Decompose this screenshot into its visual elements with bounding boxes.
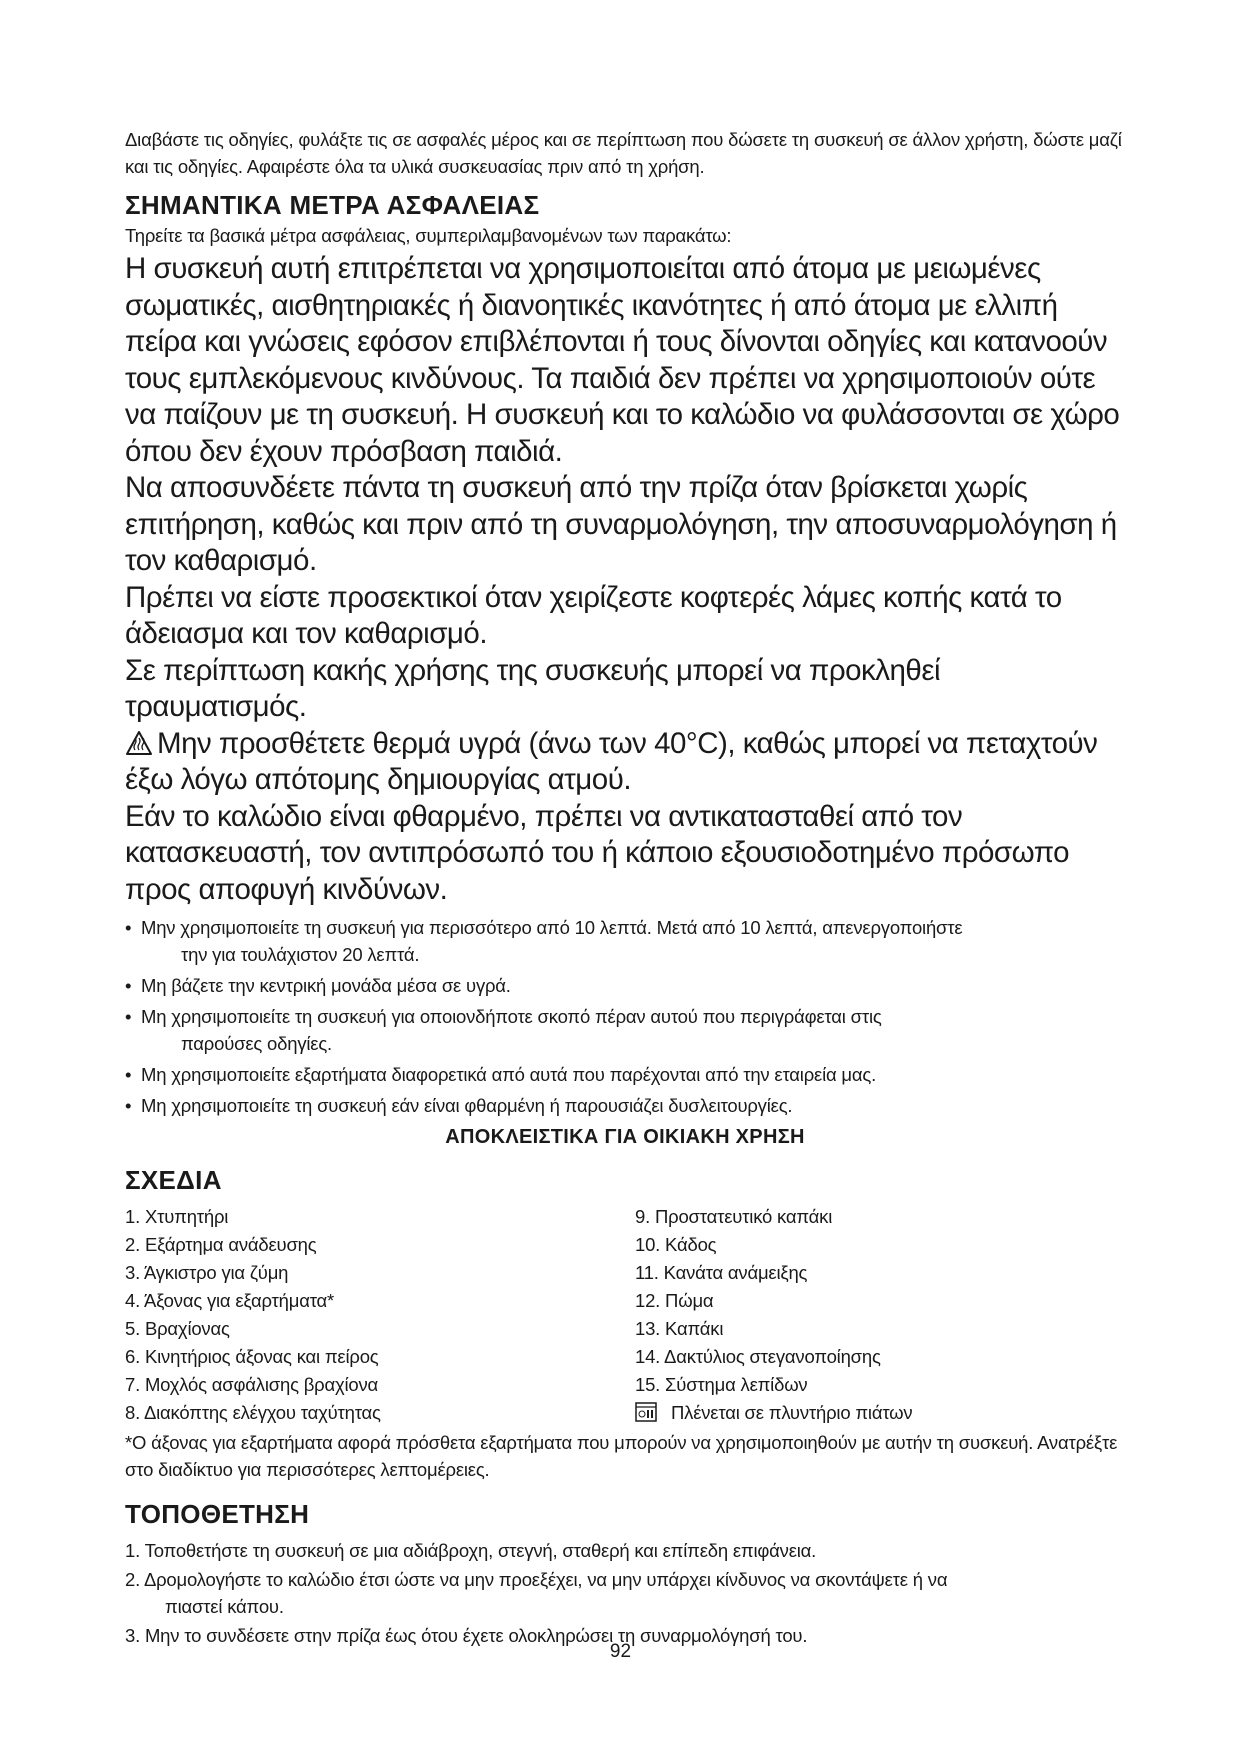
dishwasher-safe-text: Πλένεται σε πλυντήριο πιάτων [671,1402,913,1423]
hot-liquid-warning [125,726,1125,799]
list-item: • Μη χρησιμοποιείτε τη συσκευή για οποιονδήποτε σκοπό πέραν αυτού που περιγράφεται στις παρούσες οδηγίες. [125,1003,1125,1057]
safety-heading: ΣΗΜΑΝΤΙΚΑ ΜΕΤΡΑ ΑΣΦΑΛΕΙΑΣ [125,190,540,220]
parts-column-right [635,1203,1125,1427]
list-item: • Μην χρησιμοποιείτε τη συσκευή για περισσότερο από 10 λεπτά. Μετά από 10 λεπτά, απενεργοποιήστε την για τουλάχιστον 20 λεπτά. [125,914,1125,968]
list-item: • Μη χρησιμοποιείτε εξαρτήματα διαφορετικά από αυτά που παρέχονται από την εταιρεία μας. [125,1064,877,1085]
list-item: 6. Κινητήριος άξονας και πείρος [125,1346,379,1367]
parts-list [125,1203,1125,1427]
bullet-text: Μη χρησιμοποιείτε τη συσκευή για οποιονδήποτε σκοπό πέραν αυτού που περιγράφεται στις [141,1006,882,1027]
bullet-text: Μη χρησιμοποιείτε τη συσκευή εάν είναι φθαρμένη ή παρουσιάζει δυσλειτουργίες. [141,1095,793,1116]
household-use-notice: ΑΠΟΚΛΕΙΣΤΙΚΑ ΓΙΑ ΟΙΚΙΑΚΗ ΧΡΗΣΗ [445,1126,805,1148]
list-item: • Μη βάζετε την κεντρική μονάδα μέσα σε υγρά. [125,975,511,996]
list-item: 3. Άγκιστρο για ζύμη [125,1262,289,1283]
list-item: 7. Μοχλός ασφάλισης βραχίονα [125,1374,379,1395]
parts-column-left [125,1203,635,1427]
document-page [125,126,1125,1651]
safety-paragraph: Να αποσυνδέετε πάντα τη συσκευή από την πρίζα όταν βρίσκεται χωρίς επιτήρηση, καθώς και πριν από τη συναρμολόγηση, την αποσυναρμολόγηση ή τον καθαρισμό. [125,471,1117,577]
list-item: 11. Κανάτα ανάμειξης [635,1262,808,1283]
page-number: 92 [609,1641,632,1662]
list-item: 4. Άξονας για εξαρτήματα* [125,1290,335,1311]
safety-subheading: Τηρείτε τα βασικά μέτρα ασφάλειας, συμπεριλαμβανομένων των παρακάτω: [125,225,732,246]
list-item: 15. Σύστημα λεπίδων [635,1374,808,1395]
hot-liquid-warning-icon [125,730,153,756]
list-item: 1. Χτυπητήρι [125,1206,229,1227]
bullet-text-continued: την για τουλάχιστον 20 λεπτά. [181,944,420,965]
design-heading: ΣΧΕΔΙΑ [125,1165,222,1195]
safety-paragraph: Πρέπει να είστε προσεκτικοί όταν χειρίζεστε κοφτερές λάμες κοπής κατά το άδειασμα και τον καθαρισμό. [125,580,1062,650]
list-item: 10. Κάδος [635,1234,717,1255]
intro-text: Διαβάστε τις οδηγίες, φυλάξτε τις σε ασφαλές μέρος και σε περίπτωση που δώσετε τη συσκευή σε άλλον χρήστη, δώστε μαζί και τις οδηγίες. Αφαιρέστε όλα τα υλικά συσκευασίας πριν από τη χρήση. [125,129,1122,177]
list-item: 2. Εξάρτημα ανάδευσης [125,1234,317,1255]
bullet-text: Μη βάζετε την κεντρική μονάδα μέσα σε υγρά. [141,975,511,996]
safety-paragraph: Η συσκευή αυτή επιτρέπεται να χρησιμοποιείται από άτομα με μειωμένες σωματικές, αισθητηριακές ή διανοητικές ικανότητες ή από άτομα με ελλιπή πείρα και γνώσεις εφόσον επιβλέπονται ή τους δίνονται οδηγίες και κατανοούν τους εμπλεκόμενους κινδύνους. Τα παιδιά δεν πρέπει να χρησιμοποιούν ούτε να παίζουν με τη συσκευή. Η συσκευή και το καλώδιο να φυλάσσονται σε χώρο όπου δεν έχουν πρόσβαση παιδιά. [125,252,1120,468]
list-item: 8. Διακόπτης ελέγχου ταχύτητας [125,1402,381,1423]
bullet-text: Μην χρησιμοποιείτε τη συσκευή για περισσότερο από 10 λεπτά. Μετά από 10 λεπτά, απενεργοποιήστε [141,917,963,938]
list-item: 9. Προστατευτικό καπάκι [635,1206,833,1227]
step-text-continued: πιαστεί κάπου. [165,1596,284,1617]
bullet-text: Μη χρησιμοποιείτε εξαρτήματα διαφορετικά από αυτά που παρέχονται από την εταιρεία μας. [141,1064,877,1085]
bullet-text-continued: παρούσες οδηγίες. [181,1033,332,1054]
safety-bullet-list [125,914,1125,1119]
step-text: 2. Δρομολογήστε το καλώδιο έτσι ώστε να μην προεξέχει, να μην υπάρχει κίνδυνος να σκοντάψετε ή να [125,1569,948,1590]
hot-liquid-warning-text: Μην προσθέτετε θερμά υγρά (άνω των 40°C), καθώς μπορεί να πεταχτούν έξω λόγω απότομης δημιουργίας ατμού. [125,726,1098,796]
step-text: 1. Τοποθετήστε τη συσκευή σε μια αδιάβροχη, στεγνή, σταθερή και επίπεδη επιφάνεια. [125,1540,817,1561]
attachment-axis-note: *Ο άξονας για εξαρτήματα αφορά πρόσθετα εξαρτήματα που μπορούν να χρησιμοποιηθούν με αυτήν τη συσκευή. Ανατρέξτε στο διαδίκτυο για περισσότερες λεπτομέρειες. [125,1432,1118,1480]
list-item: 5. Βραχίονας [125,1318,230,1339]
dishwasher-safe-legend [635,1399,1125,1427]
list-item: 14. Δακτύλιος στεγανοποίησης [635,1346,881,1367]
dishwasher-icon [635,1402,657,1422]
list-item: • Μη χρησιμοποιείτε τη συσκευή εάν είναι φθαρμένη ή παρουσιάζει δυσλειτουργίες. [125,1095,793,1116]
step-text: 3. Μην το συνδέσετε στην πρίζα έως ότου έχετε ολοκληρώσει τη συναρμολόγησή του. [125,1625,808,1646]
cord-paragraph: Εάν το καλώδιο είναι φθαρμένο, πρέπει να αντικατασταθεί από τον κατασκευαστή, τον αντιπρόσωπό του ή κάποιο εξουσιοδοτημένο πρόσωπο προς αποφυγή κινδύνων. [125,799,1070,906]
placement-steps [125,1537,1125,1649]
list-item: 12. Πώμα [635,1290,714,1311]
list-item [125,1566,1125,1620]
list-item [125,1537,1125,1564]
placement-heading: ΤΟΠΟΘΕΤΗΣΗ [125,1499,310,1529]
safety-paragraph: Σε περίπτωση κακής χρήσης της συσκευής μπορεί να προκληθεί τραυματισμός. [125,653,941,723]
list-item: 13. Καπάκι [635,1318,724,1339]
